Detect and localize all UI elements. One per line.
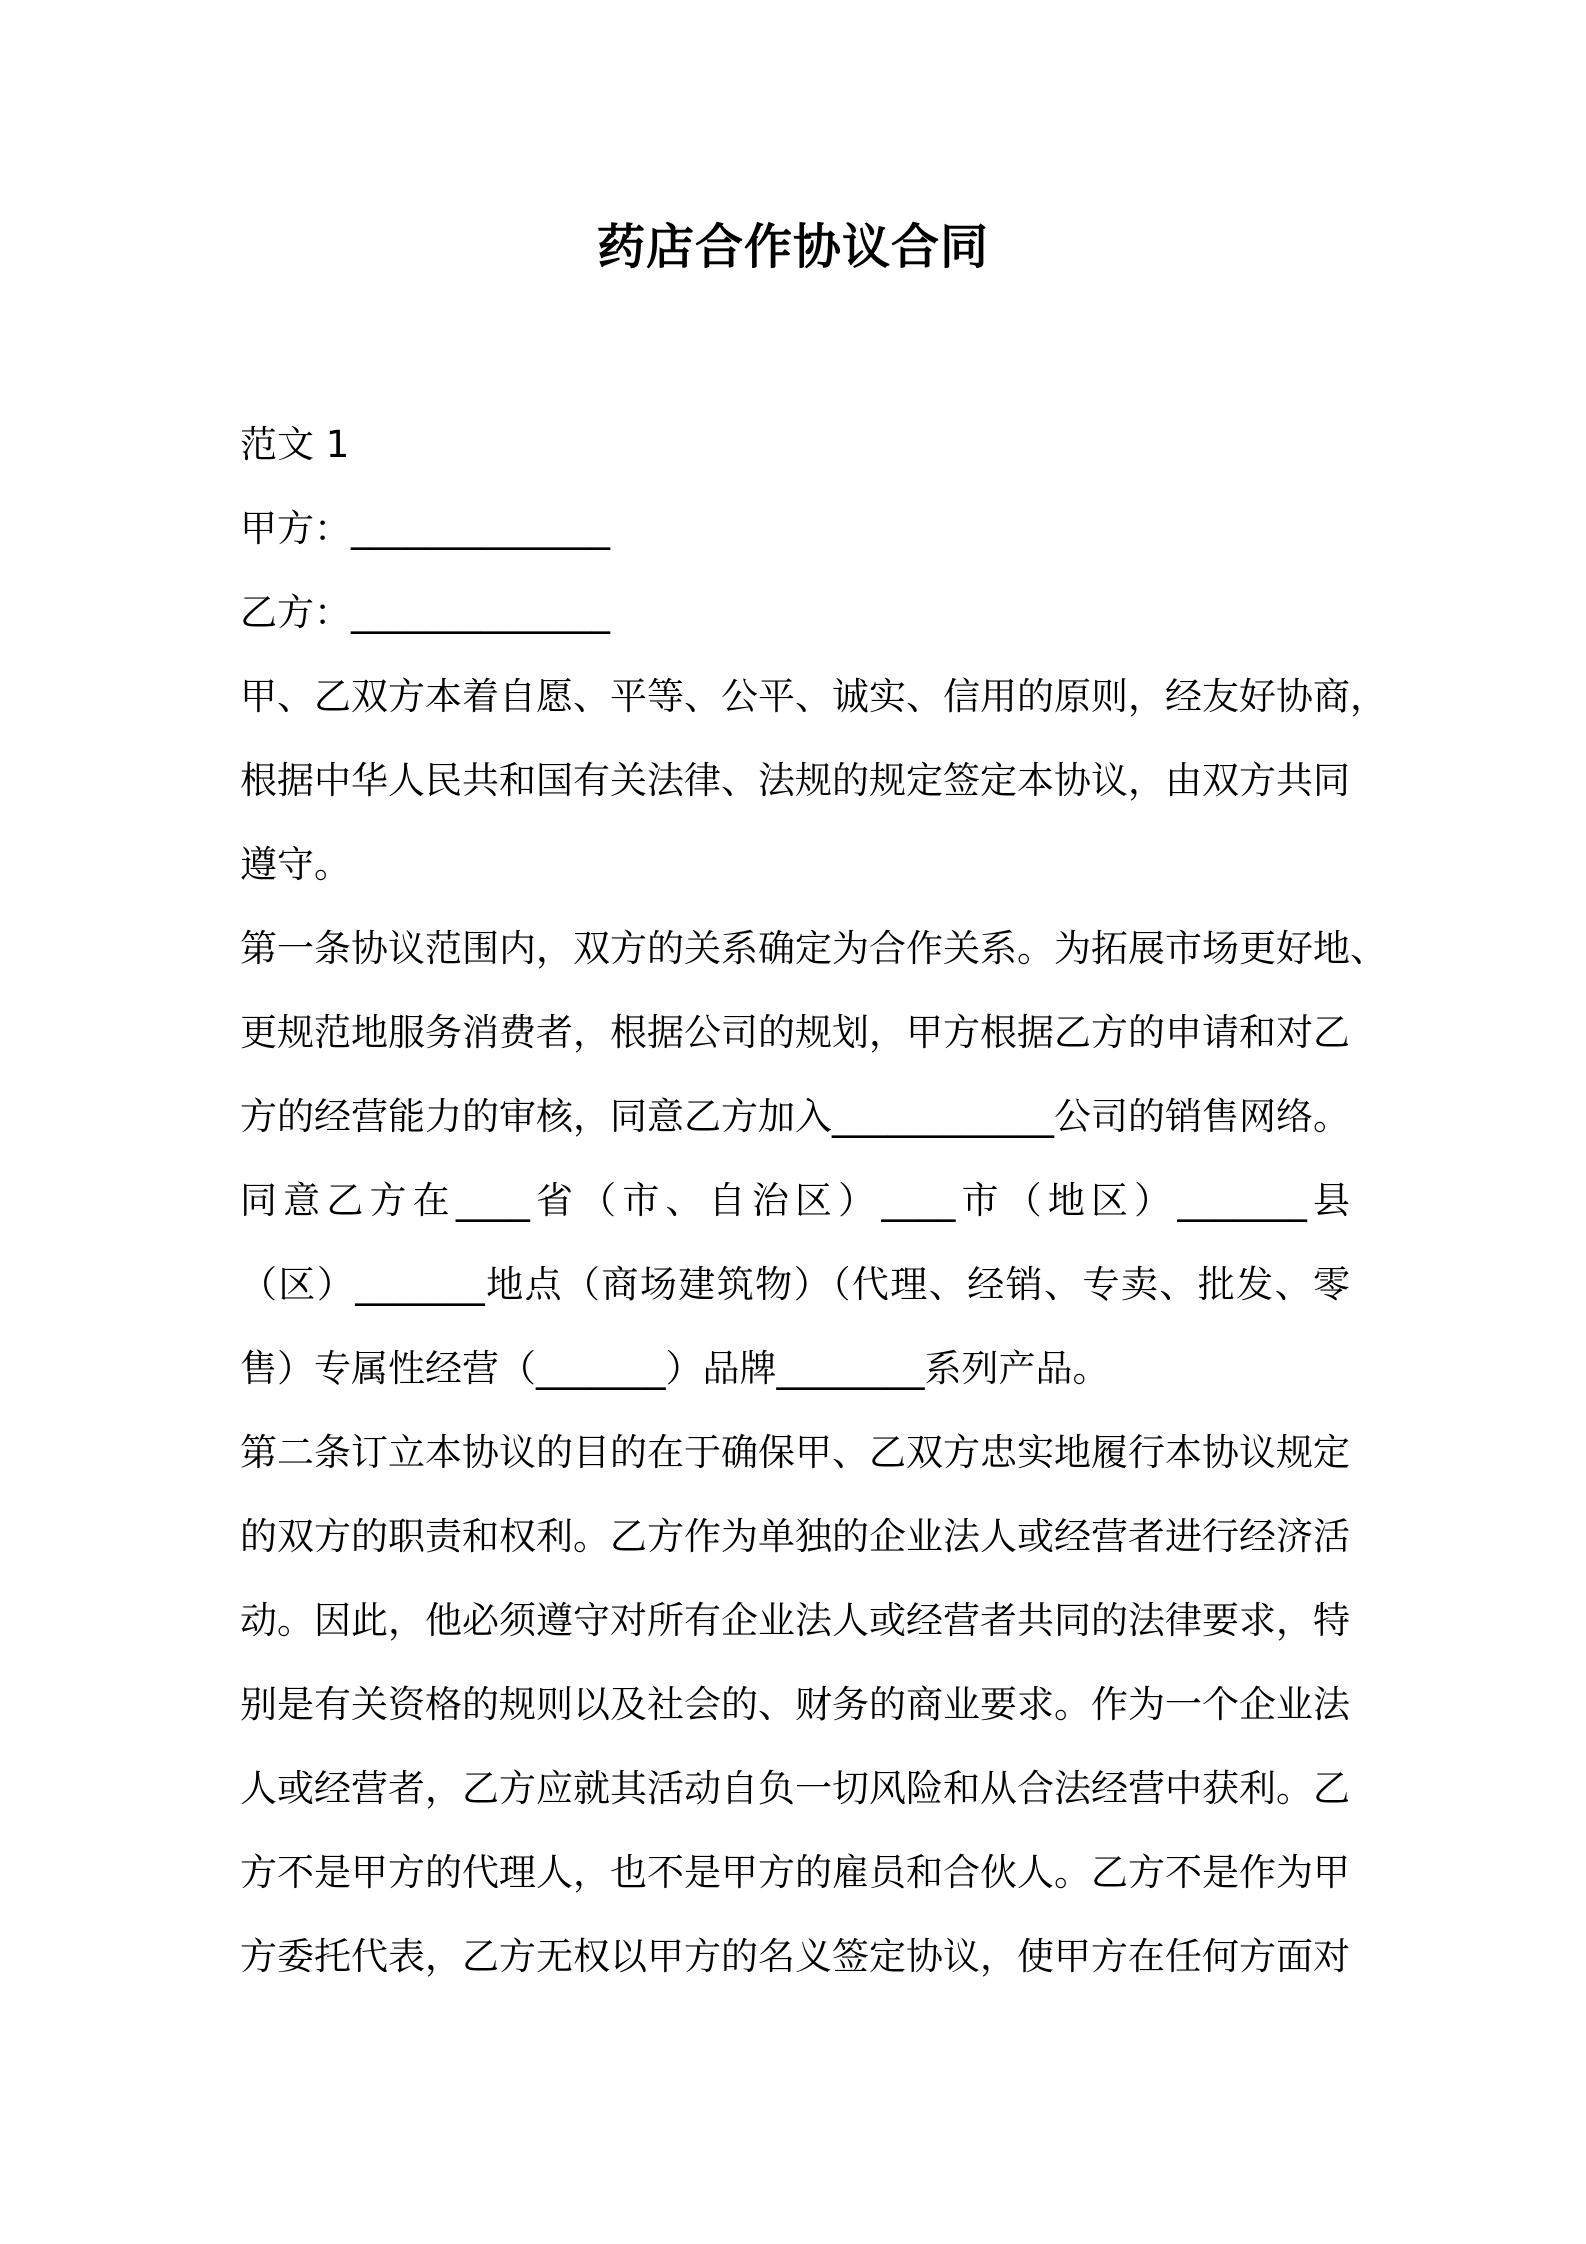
preamble-line: 根据中华人民共和国有关法律、法规的规定签定本协议，由双方共同 bbox=[240, 759, 1350, 802]
article-2-line: 别是有关资格的规则以及社会的、财务的商业要求。作为一个企业法 bbox=[240, 1683, 1350, 1726]
article-1-line: 更规范地服务消费者，根据公司的规划，甲方根据乙方的申请和对乙 bbox=[240, 1011, 1350, 1054]
article-2-line: 方委托代表，乙方无权以甲方的名义签定协议，使甲方在任何方面对 bbox=[240, 1935, 1350, 1978]
article-2-line: 动。因此，他必须遵守对所有企业法人或经营者共同的法律要求，特 bbox=[240, 1599, 1350, 1642]
article-1-line: 方的经营能力的审核，同意乙方加入____________公司的销售网络。 bbox=[240, 1095, 1350, 1138]
document-body bbox=[240, 403, 1387, 1999]
article-2-line: 方不是甲方的代理人，也不是甲方的雇员和合伙人。乙方不是作为甲 bbox=[240, 1851, 1350, 1894]
preamble-line: 遵守。 bbox=[240, 843, 351, 886]
article-2-line: 人或经营者，乙方应就其活动自负一切风险和从合法经营中获利。乙 bbox=[240, 1767, 1350, 1810]
article-1-line: 第一条协议范围内，双方的关系确定为合作关系。为拓展市场更好地、 bbox=[240, 927, 1387, 970]
article-1-line: 售）专属性经营（_______）品牌________系列产品。 bbox=[240, 1347, 1110, 1390]
article-1-line: 同意乙方在____省（市、自治区）____市（地区）_______县 bbox=[240, 1179, 1350, 1222]
article-2-line: 第二条订立本协议的目的在于确保甲、乙双方忠实地履行本协议规定 bbox=[240, 1431, 1350, 1474]
party-b-line: 乙方：______________ bbox=[240, 591, 610, 634]
preamble-line: 甲、乙双方本着自愿、平等、公平、诚实、信用的原则，经友好协商， bbox=[240, 675, 1387, 718]
sample-label: 范文 1 bbox=[240, 423, 350, 466]
document-title: 药店合作协议合同 bbox=[596, 219, 989, 275]
article-1-line: （区）_______地点（商场建筑物）（代理、经销、专卖、批发、零 bbox=[240, 1263, 1350, 1306]
party-a-line: 甲方：______________ bbox=[240, 507, 610, 550]
article-2-line: 的双方的职责和权利。乙方作为单独的企业法人或经营者进行经济活 bbox=[240, 1515, 1350, 1558]
